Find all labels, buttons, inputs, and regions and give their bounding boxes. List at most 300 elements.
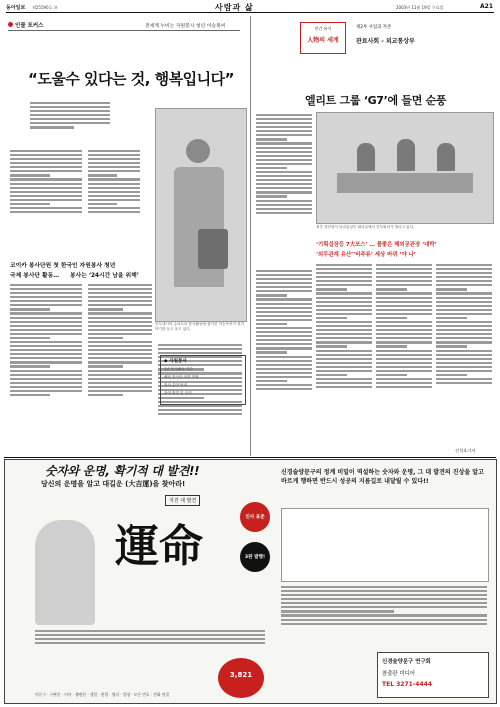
kicker-subtitle: 전세계 누비는 자원봉사 청년 이승목씨 [145, 24, 226, 29]
meeting-photo-caption: 정부 과천청사 외교통상부 회의실에서 간부회의가 열리고 있다. [316, 225, 415, 229]
text-line [30, 126, 74, 128]
text-line [256, 195, 287, 197]
text-line [10, 378, 82, 380]
left-body-col3 [88, 282, 152, 452]
text-line [436, 297, 492, 299]
text-line [376, 272, 432, 274]
text-line [10, 183, 82, 185]
text-line [88, 174, 117, 176]
text-line [316, 374, 347, 376]
ad-calligraphy-panel [281, 508, 489, 582]
text-line [316, 358, 372, 360]
text-line [316, 305, 372, 307]
text-line [316, 309, 372, 311]
info-box-item: 해외 봉사단 파견 현황 [164, 375, 199, 379]
text-line [256, 270, 312, 272]
text-line [316, 382, 372, 384]
text-line [35, 638, 265, 640]
text-line [316, 297, 372, 299]
text-line [158, 344, 242, 346]
text-line [376, 284, 432, 286]
text-line [88, 187, 140, 189]
text-line [10, 374, 82, 376]
text-line [376, 268, 432, 270]
text-line [10, 353, 82, 355]
text-line [436, 362, 492, 364]
text-line [256, 167, 287, 169]
text-line [88, 284, 152, 286]
text-line [88, 317, 152, 319]
text-line [376, 350, 432, 352]
meeting-person-shape [357, 143, 375, 171]
text-line [88, 178, 140, 180]
text-line [256, 187, 312, 189]
text-line [88, 365, 123, 367]
text-line [316, 337, 372, 339]
text-line [376, 329, 432, 331]
text-line [256, 138, 287, 140]
text-line [158, 409, 242, 411]
text-line [376, 325, 432, 327]
ad-headline: 숫자와 운명, 확기적 대 발견!! [45, 464, 200, 478]
text-line [88, 288, 152, 290]
text-line [88, 154, 140, 156]
text-line [376, 374, 407, 376]
left-body-col2 [10, 282, 82, 452]
text-line [88, 321, 152, 323]
right-subhead-2: ‘외무관계 유산’‘비주류’ 세상 바뀌 ‘야 나’ [316, 252, 416, 258]
text-line [256, 212, 312, 214]
subhead-1: 코이카 봉사단원 첫 한국인 자원봉사 청년 [10, 263, 116, 269]
text-line [376, 341, 432, 343]
text-line [256, 380, 287, 382]
text-line [256, 155, 312, 157]
text-line [35, 634, 265, 636]
series-title: 人物의 세계 [307, 37, 339, 44]
text-line [88, 345, 152, 347]
text-line [256, 200, 312, 202]
text-line [256, 183, 312, 185]
right-body-col5 [436, 262, 492, 447]
text-line [88, 150, 140, 152]
text-line [256, 368, 312, 370]
meeting-person-shape [397, 139, 415, 171]
text-line [281, 610, 394, 612]
text-line [256, 122, 312, 124]
volunteer-photo [155, 108, 247, 322]
series-label: 인간 유식 [314, 26, 332, 31]
text-line [10, 304, 82, 306]
text-line [376, 366, 432, 368]
text-line [316, 386, 372, 388]
text-line [10, 333, 82, 335]
text-line [316, 280, 372, 282]
text-line [256, 372, 312, 374]
text-line [436, 333, 492, 335]
text-line [316, 264, 372, 266]
text-line [376, 313, 432, 315]
text-line [88, 296, 152, 298]
text-line [256, 356, 312, 358]
kicker-bullet-icon [8, 22, 13, 27]
text-line [316, 341, 372, 343]
masthead-issue: 제25590호 ⑳ [32, 4, 58, 10]
text-line [88, 304, 152, 306]
text-line [436, 288, 467, 290]
text-line [436, 284, 492, 286]
text-line [88, 357, 152, 359]
text-line [281, 590, 487, 592]
text-line [436, 321, 492, 323]
text-line [10, 365, 50, 367]
text-line [10, 300, 82, 302]
text-line [436, 341, 492, 343]
masthead-section: 사람과 삶 [215, 3, 254, 12]
text-line [316, 370, 372, 372]
text-line [316, 354, 372, 356]
text-line [35, 630, 265, 632]
info-box-item: 1년 봉사활동 기간 [164, 367, 193, 371]
meeting-person-shape [437, 143, 455, 171]
subhead-2: 국제 봉사단 활동… [10, 273, 60, 279]
text-line [436, 276, 492, 278]
text-line [10, 207, 82, 209]
text-line [256, 208, 312, 210]
text-line [88, 312, 152, 314]
text-line [10, 386, 82, 388]
text-line [256, 303, 312, 305]
text-line [10, 203, 50, 205]
right-headline: 엘리트 그룹 ‘G7’에 들면 순풍 [305, 94, 447, 107]
text-line [256, 290, 312, 292]
text-line [316, 366, 372, 368]
text-line [10, 211, 82, 213]
text-line [316, 350, 372, 352]
text-line [30, 114, 110, 116]
text-line [10, 170, 82, 172]
left-body-col1b [88, 148, 140, 248]
text-line [88, 203, 117, 205]
text-line [436, 350, 492, 352]
text-line [88, 386, 152, 388]
text-line [10, 195, 82, 197]
text-line [35, 642, 265, 644]
text-line [436, 382, 492, 384]
text-line [256, 274, 312, 276]
text-line [376, 297, 432, 299]
text-line [281, 594, 487, 596]
text-line [256, 351, 287, 353]
text-line [436, 313, 492, 315]
text-line [10, 284, 82, 286]
text-line [376, 317, 407, 319]
text-line [30, 122, 110, 124]
text-line [436, 268, 492, 270]
text-line [256, 307, 312, 309]
text-line [376, 370, 432, 372]
text-line [88, 394, 123, 396]
ad-top-rule [4, 457, 496, 458]
text-line [256, 315, 312, 317]
text-line [88, 195, 140, 197]
ad-fortune-title: 運命 [115, 521, 203, 572]
text-line [436, 301, 492, 303]
text-line [256, 331, 312, 333]
text-line [256, 343, 312, 345]
text-line [10, 199, 82, 201]
text-line [10, 341, 82, 343]
text-line [376, 358, 432, 360]
masthead-date: 2003년 11월 19일 수요일 [396, 4, 444, 10]
text-line [88, 211, 140, 213]
text-line [256, 388, 312, 390]
text-line [376, 309, 432, 311]
text-line [281, 623, 487, 625]
text-line [10, 158, 82, 160]
text-line [88, 325, 152, 327]
text-line [10, 329, 82, 331]
text-line [281, 598, 487, 600]
text-line [316, 288, 347, 290]
text-line [30, 106, 110, 108]
text-line [436, 329, 492, 331]
info-box-title: ◆ 자원봉사 [164, 359, 187, 364]
text-line [10, 288, 82, 290]
text-line [436, 325, 492, 327]
text-line [436, 358, 492, 360]
series-badge [300, 22, 346, 54]
text-line [376, 337, 432, 339]
text-line [316, 292, 372, 294]
text-line [88, 300, 152, 302]
text-line [256, 142, 312, 144]
text-line [88, 374, 152, 376]
text-line [256, 298, 312, 300]
left-body-col1 [10, 148, 82, 248]
ad-badge-1: 인사 표준 [240, 502, 270, 532]
text-line [10, 292, 82, 294]
text-line [376, 378, 432, 380]
text-line [256, 204, 312, 206]
text-line [88, 337, 123, 339]
text-line [10, 345, 82, 347]
text-line [316, 333, 372, 335]
text-line [281, 602, 487, 604]
text-line [436, 305, 492, 307]
text-line [30, 110, 110, 112]
text-line [436, 292, 492, 294]
text-line [10, 166, 82, 168]
drum-shape [198, 229, 228, 269]
text-line [281, 586, 487, 588]
text-line [88, 158, 140, 160]
right-body-col4 [376, 262, 432, 453]
text-line [10, 361, 82, 363]
text-line [88, 329, 152, 331]
text-line [256, 126, 312, 128]
text-line [88, 349, 152, 351]
text-line [88, 183, 140, 185]
text-line [436, 272, 492, 274]
masthead-rule [6, 12, 494, 13]
text-line [30, 118, 110, 120]
text-line [256, 360, 312, 362]
subhead-3: 봉사는 ‘24시간 남을 위해’ [70, 273, 139, 279]
text-line [10, 312, 82, 314]
text-line [158, 348, 242, 350]
text-line [10, 154, 82, 156]
text-line [256, 130, 312, 132]
text-line [256, 294, 287, 296]
text-line [436, 345, 467, 347]
text-line [256, 335, 312, 337]
text-line [10, 382, 82, 384]
text-line [436, 264, 492, 266]
text-line [10, 191, 82, 193]
text-line [316, 272, 372, 274]
text-line [158, 352, 242, 354]
text-line [10, 150, 82, 152]
text-line [316, 321, 372, 323]
text-line [256, 319, 312, 321]
text-line [10, 296, 82, 298]
ad-portrait [35, 520, 95, 625]
ad-copy-left [35, 628, 265, 656]
ad-copy-right [281, 584, 487, 644]
ad-tag: 지진 대 발견 [165, 495, 200, 506]
kicker-rule [8, 30, 240, 31]
kicker-label: 인물 포커스 [15, 23, 44, 29]
ad-right-headline: 신경술양문구의 정계 비밀이 역설하는 숫자와 운명, 그 대 발견의 진상을 알고 바르게 행하면 반드시 성공의 지름길로 내달릴 수 있다!! [281, 469, 484, 485]
series-topic: 관료사회 - 외교통상부 [356, 38, 415, 45]
column-divider [250, 16, 251, 456]
text-line [256, 134, 312, 136]
volunteer-info-box [160, 355, 246, 405]
byline: 신석호기자 [455, 448, 476, 453]
text-line [316, 329, 372, 331]
text-line [10, 349, 82, 351]
text-line [10, 394, 50, 396]
text-line [376, 264, 432, 266]
text-line [256, 347, 312, 349]
text-line [10, 178, 82, 180]
text-line [88, 199, 140, 201]
ad-subheadline: 당신의 운명을 알고 대길운 (大吉運)을 찾아라! [41, 480, 186, 488]
text-line [88, 162, 140, 164]
text-line [316, 268, 372, 270]
text-line [88, 353, 152, 355]
text-line [88, 378, 152, 380]
text-line [256, 384, 312, 386]
text-line [376, 345, 407, 347]
text-line [316, 301, 372, 303]
text-line [88, 370, 152, 372]
text-line [256, 179, 312, 181]
text-line [256, 191, 312, 193]
text-line [316, 276, 372, 278]
text-line [256, 114, 312, 116]
meeting-table-shape [337, 173, 473, 193]
text-line [10, 162, 82, 164]
text-line [316, 325, 372, 327]
text-line [281, 614, 487, 616]
text-line [256, 151, 312, 153]
text-line [436, 309, 492, 311]
text-line [256, 175, 312, 177]
text-line [316, 313, 372, 315]
text-line [436, 366, 492, 368]
text-line [256, 163, 312, 165]
text-line [376, 386, 432, 388]
text-line [10, 187, 82, 189]
text-line [376, 305, 432, 307]
text-line [376, 276, 432, 278]
text-line [10, 337, 50, 339]
text-line [436, 378, 492, 380]
text-line [88, 207, 140, 209]
text-line [88, 166, 140, 168]
text-line [10, 308, 50, 310]
photo-body-shape [174, 167, 224, 287]
text-line [256, 364, 312, 366]
text-line [316, 362, 372, 364]
text-line [88, 292, 152, 294]
text-line [281, 619, 487, 621]
text-line [88, 361, 152, 363]
ad-badge-2: 3판 발행! [240, 542, 270, 572]
text-line [88, 382, 152, 384]
text-line [316, 284, 372, 286]
series-number: 제2부 사업과 자본 [356, 25, 392, 30]
text-line [10, 325, 82, 327]
text-line [436, 370, 492, 372]
lead-text [30, 100, 110, 142]
volunteer-photo-caption: 인도네시아 수마트라 봉사활동에 참가한 이승목씨가 현지 악기를 들고 웃고 있다. [155, 322, 245, 331]
text-line [436, 337, 492, 339]
right-body-col2 [256, 268, 312, 453]
text-line [256, 171, 312, 173]
masthead-paper: 동아일보 [6, 5, 26, 11]
text-line [88, 341, 152, 343]
text-line [256, 376, 312, 378]
right-body-col3 [316, 262, 372, 453]
text-line [316, 378, 372, 380]
text-line [316, 345, 347, 347]
left-headline: “도울수 있다는 것, 행복입니다” [28, 70, 234, 88]
text-line [88, 170, 140, 172]
text-line [158, 413, 242, 415]
text-line [376, 288, 407, 290]
text-line [10, 174, 50, 176]
text-line [316, 317, 347, 319]
advertisement[interactable] [4, 459, 497, 704]
ad-publisher-sub: 참출판 미디어 [382, 671, 415, 677]
text-line [281, 606, 487, 608]
info-box-item: 참여 방법 및 문의 [164, 391, 192, 395]
ad-phone[interactable]: TEL 3271-4444 [382, 681, 432, 688]
text-line [256, 339, 312, 341]
text-line [436, 280, 492, 282]
text-line [376, 280, 432, 282]
text-line [10, 357, 82, 359]
text-line [376, 333, 432, 335]
text-line [376, 301, 432, 303]
text-line [10, 370, 82, 372]
text-line [256, 118, 312, 120]
text-line [88, 308, 123, 310]
text-line [376, 354, 432, 356]
right-subhead-1: ‘기획실장등 7大포스’ … 물좋은 해외공관장 ‘대박’ [316, 242, 437, 248]
